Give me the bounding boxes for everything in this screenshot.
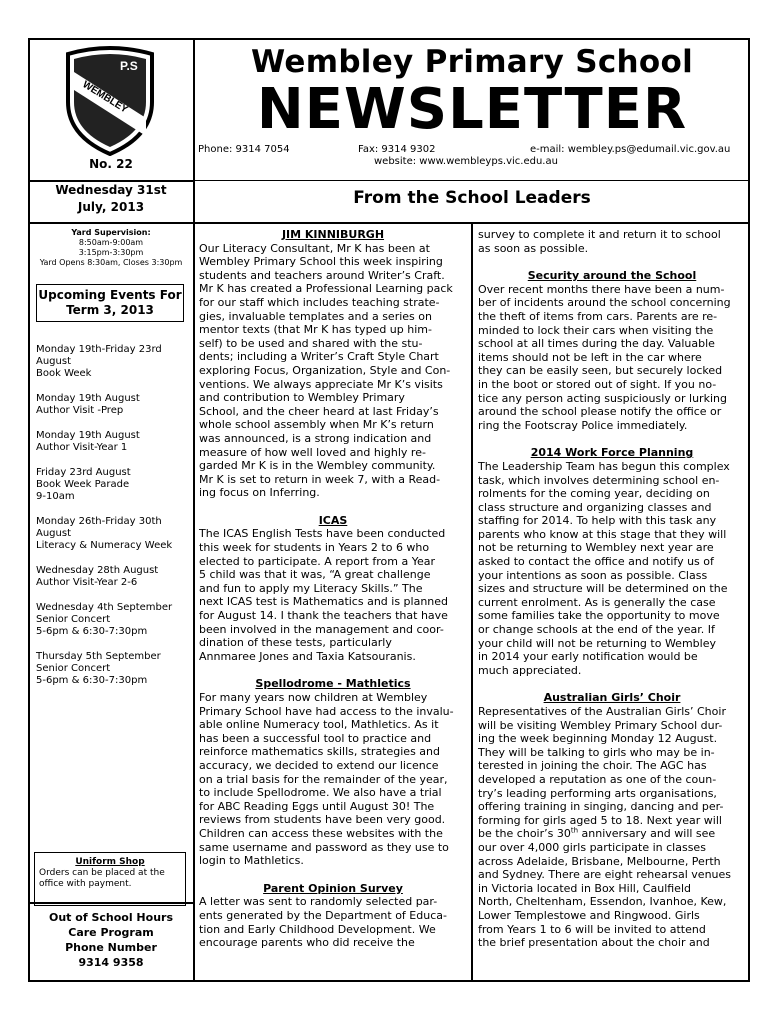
fax-number: Fax: 9314 9302 xyxy=(358,144,436,155)
uniform-shop-text: Orders can be placed at the office with payment. xyxy=(39,868,165,889)
oshc-info xyxy=(30,910,192,970)
oshc-line-2: Care Program xyxy=(68,926,154,939)
article-security: Over recent months there have been a num- ber of incidents around the school concerning the theft of items from cars. Parents are re- minded to lock their cars when visiting the school at all times during the day. Valuable items should not be left in the car where they can be easily seen, but securely locked in the boot or stored out of sight. If you no- tice any person acting suspiciously or lurking around the school please notify the office or ring the Footscray Police immediately. xyxy=(478,282,731,432)
phone-number: Phone: 9314 7054 xyxy=(198,144,290,155)
section-title: From the School Leaders xyxy=(353,188,591,208)
uniform-shop-title: Uniform Shop xyxy=(75,857,145,867)
divider-left-date xyxy=(28,222,194,224)
article-parent-survey-cont: survey to complete it and return it to school as soon as possible. xyxy=(478,228,721,255)
divider-sidebar xyxy=(193,38,195,982)
article-column-1 xyxy=(199,228,467,950)
event-item: Monday 19th-Friday 23rd August Book Week xyxy=(36,344,162,379)
yard-open-hours: Yard Opens 8:30am, Closes 3:30pm xyxy=(39,258,183,267)
article-parent-survey: A letter was sent to randomly selected par- ents generated by the Department of Educa- tion and Early Childhood Development. We encourage parents who did receive the xyxy=(199,895,447,950)
website-address[interactable]: website: www.wembleyps.vic.edu.au xyxy=(374,156,558,167)
choir-text-part-1: Representatives of the Australian Girls’ Choir will be visiting Wembley Primary School dur- ing the week beginning Monday 12 August. They will be talking to girls who may be in- terested in joining the choir. The AGC has developed a reputation as one of the coun- try’s leading performing arts organisations, offering training in singing, dancing and per- forming for girls aged 5 to 18. Next year will be the choir’s 30 xyxy=(478,705,726,841)
yard-time-afternoon: 3:15pm-3:30pm xyxy=(78,248,144,257)
event-item: Wednesday 4th September Senior Concert 5-6pm & 6:30-7:30pm xyxy=(36,602,173,637)
yard-supervision xyxy=(30,228,192,268)
oshc-phone: 9314 9358 xyxy=(78,956,144,969)
heading-spellodrome: Spellodrome - Mathletics xyxy=(255,677,411,691)
date-line-2: July, 2013 xyxy=(77,200,145,214)
school-name: Wembley Primary School xyxy=(251,44,693,80)
divider-main-header xyxy=(194,180,750,181)
date-line-1: Wednesday 31st xyxy=(55,183,167,197)
heading-work-force: 2014 Work Force Planning xyxy=(530,446,694,460)
article-icas: The ICAS English Tests have been conducted this week for students in Years 2 to 6 who elected to participate. A report from a Year 5 child was that it was, “A great challenge and fun to apply my Literacy Skills.” The next ICAS test is Mathematics and is planned for August 14. I thank the teachers that have been involved in the management and coor- dination of these tests, particularly Annmaree Jones and Taxia Katsouranis. xyxy=(199,527,449,663)
heading-parent-survey: Parent Opinion Survey xyxy=(263,881,403,895)
article-jim-kinniburgh: Our Literacy Consultant, Mr K has been at Wembley Primary School this week inspiring students and teachers around Writer’s Craft. Mr K has created a Professional Learning pack for our staff which includes teaching strate- gies, invaluable templates and a series on mentor texts (that Mr K has typed up him- self) to be used and shared with the stu- dents; including a Writer’s Craft Style Chart exploring Focus, Organization, Style and Con- ventions. We always appreciate Mr K’s visits and contribution to Wembley Primary School, and the cheer heard at last Friday’s whole school assembly when Mr K’s return was announced, is a strong indication and measure of how well loved and highly re- garded Mr K is in the Wembley community. Mr K is set to return in week 7, with a Read- ing focus on Inferring. xyxy=(199,241,453,500)
upcoming-events-list xyxy=(36,344,186,700)
events-title-line-1: Upcoming Events For xyxy=(38,288,182,302)
event-item: Friday 23rd August Book Week Parade 9-10am xyxy=(36,467,131,502)
article-column-2 xyxy=(478,228,746,950)
issue-date xyxy=(30,182,192,216)
heading-security: Security around the School xyxy=(527,269,697,283)
email-address[interactable]: e-mail: wembley.ps@edumail.vic.gov.au xyxy=(530,144,731,155)
upcoming-events-heading xyxy=(36,284,184,322)
crest-ps-text: P.S xyxy=(120,59,138,73)
heading-jim-kinniburgh: JIM KINNIBURGH xyxy=(281,228,385,241)
event-item: Wednesday 28th August Author Visit-Year 2-6 xyxy=(36,565,159,588)
yard-title: Yard Supervision: xyxy=(71,228,151,237)
choir-text-part-2: anniversary and will see our over 4,000 girls participate in classes across Adelaide, Brisbane, Melbourne, Perth and Sydney. There are eight rehearsal venues in Victoria located in Box Hill, Caulfield North, Cheltenham, Essendon, Ivanhoe, Kew, Lower Templestowe and Ringwood. Girls from Years 1 to 6 will be invited to attend the brief presentation about the choir and xyxy=(478,827,732,950)
heading-icas: ICAS xyxy=(318,513,348,527)
oshc-line-1: Out of School Hours xyxy=(49,911,173,924)
event-item: Thursday 5th September Senior Concert 5-6pm & 6:30-7:30pm xyxy=(36,651,161,686)
issue-number: No. 22 xyxy=(89,157,133,171)
newsletter-title: NEWSLETTER xyxy=(256,77,688,142)
uniform-shop-box xyxy=(34,852,186,906)
yard-time-morning: 8:50am-9:00am xyxy=(78,238,144,247)
event-item: Monday 26th-Friday 30th August Literacy & Numeracy Week xyxy=(36,516,173,551)
event-item: Monday 19th August Author Visit -Prep xyxy=(36,393,140,416)
choir-ordinal: th xyxy=(570,826,579,835)
article-spellodrome: For many years now children at Wembley Primary School have had access to the invalu- able online Numeracy tool, Mathletics. As it has been a successful tool to practice and reinforce mathematics skills, strategies and accuracy, we decided to extend our licence on a trial basis for the remainder of the year, to include Spellodrome. We also have a trial for ABC Reading Eggs until August 30! The reviews from students have been very good. Children can access these websites with the same username and password as they use to login to Mathletics. xyxy=(199,691,454,868)
divider-columns xyxy=(471,222,473,982)
oshc-line-3: Phone Number xyxy=(65,941,157,954)
events-title-line-2: Term 3, 2013 xyxy=(66,303,154,317)
event-item: Monday 19th August Author Visit-Year 1 xyxy=(36,430,140,453)
article-girls-choir xyxy=(478,705,746,950)
heading-girls-choir: Australian Girls’ Choir xyxy=(543,691,681,705)
school-crest-icon xyxy=(60,44,160,156)
article-work-force: The Leadership Team has begun this complex task, which involves determining school en- rolments for the coming year, deciding on class structure and organizing classes and staffing for 2014. To help with this task any parents who know at this stage that they will not be returning to Wembley next year are asked to contact the office and notify us of your intentions as soon as possible. Class sizes and structure will be determined on the current enrolment. As is generally the case some families take the opportunity to move or change schools at the end of the year. If your child will not be returning to Wembley in 2014 your early notification would be much appreciated. xyxy=(478,459,730,677)
crest-band-text: WEMBLEY xyxy=(80,79,130,116)
